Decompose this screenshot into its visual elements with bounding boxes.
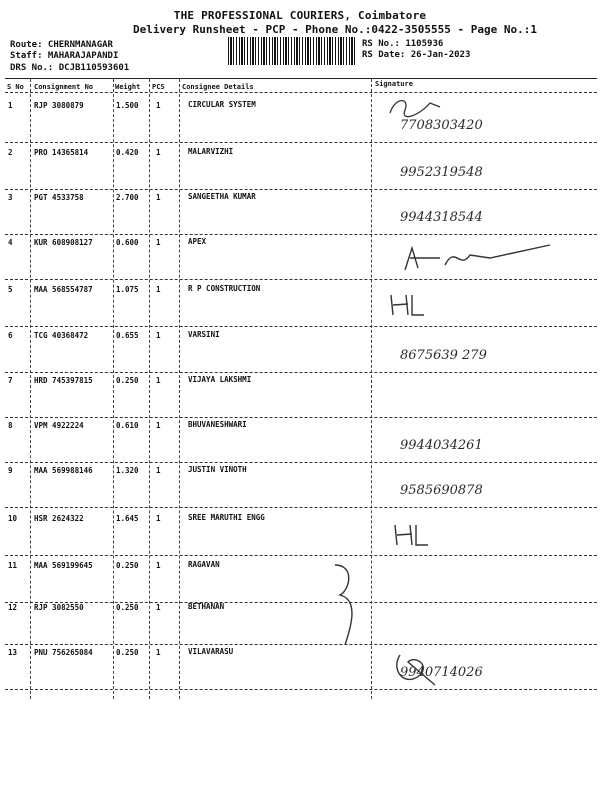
row-serial-number: 8 xyxy=(8,421,13,430)
row-divider xyxy=(5,644,597,645)
row-divider xyxy=(5,279,597,280)
signature-scribble xyxy=(392,520,432,550)
row-consignment-number: HSR 2624322 xyxy=(34,514,84,523)
row-divider xyxy=(5,326,597,327)
row-signature-phone: 7708303420 xyxy=(400,118,483,133)
row-divider xyxy=(5,142,597,143)
row-weight: 1.645 xyxy=(116,514,139,523)
row-divider xyxy=(5,507,597,508)
drs-number: DRS No.: DCJB110593601 xyxy=(10,63,130,73)
row-divider xyxy=(5,462,597,463)
row-serial-number: 2 xyxy=(8,148,13,157)
row-serial-number: 6 xyxy=(8,331,13,340)
header-bottom-rule xyxy=(5,92,597,93)
column-divider xyxy=(149,79,150,699)
row-weight: 0.250 xyxy=(116,561,139,570)
row-weight: 0.610 xyxy=(116,421,139,430)
row-pieces: 1 xyxy=(156,331,161,340)
column-header-weight: Weight xyxy=(115,83,141,91)
row-weight: 0.250 xyxy=(116,376,139,385)
row-serial-number: 1 xyxy=(8,101,13,110)
row-divider xyxy=(5,602,597,603)
row-pieces: 1 xyxy=(156,193,161,202)
row-consignee-name: BETHANAN xyxy=(188,602,225,611)
row-pieces: 1 xyxy=(156,514,161,523)
row-pieces: 1 xyxy=(156,466,161,475)
row-consignee-name: CIRCULAR SYSTEM xyxy=(188,100,256,109)
row-serial-number: 9 xyxy=(8,466,13,475)
row-consignee-name: JUSTIN VINOTH xyxy=(188,465,247,474)
row-signature-phone: 9585690878 xyxy=(400,483,483,498)
row-consignment-number: KUR 608908127 xyxy=(34,238,93,247)
row-weight: 0.420 xyxy=(116,148,139,157)
column-header-pcs: PCS xyxy=(152,83,165,91)
column-header-consignee: Consignee Details xyxy=(182,83,254,91)
row-weight: 0.600 xyxy=(116,238,139,247)
row-pieces: 1 xyxy=(156,285,161,294)
row-consignment-number: RJP 3082550 xyxy=(34,603,84,612)
row-serial-number: 10 xyxy=(8,514,18,523)
row-serial-number: 4 xyxy=(8,238,13,247)
row-consignment-number: MAA 569988146 xyxy=(34,466,93,475)
column-divider xyxy=(30,79,31,699)
row-consignment-number: TCG 40368472 xyxy=(34,331,89,340)
row-divider xyxy=(5,689,597,690)
row-consignee-name: VIJAYA LAKSHMI xyxy=(188,375,252,384)
row-divider xyxy=(5,234,597,235)
route-label: Route: CHERNMANAGAR xyxy=(10,40,113,50)
row-consignment-number: PGT 4533758 xyxy=(34,193,84,202)
row-consignee-name: SREE MARUTHI ENGG xyxy=(188,513,265,522)
row-consignment-number: VPM 4922224 xyxy=(34,421,84,430)
row-weight: 0.250 xyxy=(116,603,139,612)
row-pieces: 1 xyxy=(156,421,161,430)
row-weight: 1.320 xyxy=(116,466,139,475)
row-weight: 0.655 xyxy=(116,331,139,340)
row-divider xyxy=(5,372,597,373)
row-signature-phone: 9952319548 xyxy=(400,165,483,180)
row-signature-phone: 9944034261 xyxy=(400,438,483,453)
row-consignee-name: VILAVARASU xyxy=(188,647,234,656)
rs-number: RS No.: 1105936 xyxy=(362,39,444,49)
row-serial-number: 3 xyxy=(8,193,13,202)
row-pieces: 1 xyxy=(156,148,161,157)
row-consignment-number: PNU 756265084 xyxy=(34,648,93,657)
row-consignee-name: R P CONSTRUCTION xyxy=(188,284,261,293)
row-pieces: 1 xyxy=(156,238,161,247)
row-consignee-name: VARSINI xyxy=(188,330,220,339)
row-consignment-number: MAA 568554787 xyxy=(34,285,93,294)
signature-scribble xyxy=(385,95,445,120)
signature-scribble xyxy=(390,650,450,690)
row-weight: 0.250 xyxy=(116,648,139,657)
staff-label: Staff: MAHARAJAPANDI xyxy=(10,51,119,61)
signature-scribble xyxy=(330,560,370,650)
row-consignee-name: BHUVANESHWARI xyxy=(188,420,247,429)
signature-scribble xyxy=(388,290,428,320)
row-pieces: 1 xyxy=(156,603,161,612)
row-signature-phone: 9944318544 xyxy=(400,210,483,225)
row-serial-number: 5 xyxy=(8,285,13,294)
row-consignee-name: APEX xyxy=(188,237,207,246)
row-consignment-number: RJP 3080879 xyxy=(34,101,84,110)
column-divider xyxy=(179,79,180,699)
row-serial-number: 7 xyxy=(8,376,13,385)
row-divider xyxy=(5,555,597,556)
row-pieces: 1 xyxy=(156,561,161,570)
header-top-rule xyxy=(5,78,597,79)
row-serial-number: 11 xyxy=(8,561,18,570)
column-divider xyxy=(113,79,114,699)
row-divider xyxy=(5,189,597,190)
column-divider xyxy=(371,79,372,699)
column-header-signature: Signature xyxy=(375,80,413,88)
row-consignment-number: PRO 14365814 xyxy=(34,148,89,157)
row-consignee-name: RAGAVAN xyxy=(188,560,220,569)
rs-date: RS Date: 26-Jan-2023 xyxy=(362,50,471,60)
row-signature-phone: 9940714026 xyxy=(400,665,483,680)
signature-scribble xyxy=(400,240,560,275)
column-header-consignment: Consignment No xyxy=(34,83,94,91)
row-serial-number: 12 xyxy=(8,603,18,612)
row-signature-phone: 8675639 279 xyxy=(400,348,487,363)
row-serial-number: 13 xyxy=(8,648,18,657)
row-weight: 1.075 xyxy=(116,285,139,294)
row-pieces: 1 xyxy=(156,376,161,385)
row-consignee-name: SANGEETHA KUMAR xyxy=(188,192,256,201)
row-pieces: 1 xyxy=(156,101,161,110)
row-pieces: 1 xyxy=(156,648,161,657)
row-consignment-number: HRD 745397815 xyxy=(34,376,93,385)
row-divider xyxy=(5,417,597,418)
row-consignment-number: MAA 569199645 xyxy=(34,561,93,570)
barcode-image xyxy=(228,37,355,65)
column-header-sno: S No xyxy=(7,83,24,91)
document-subtitle: Delivery Runsheet - PCP - Phone No.:0422-3505555 - Page No.:1 xyxy=(133,23,537,36)
row-weight: 2.700 xyxy=(116,193,139,202)
row-consignee-name: MALARVIZHI xyxy=(188,147,234,156)
document-title: THE PROFESSIONAL COURIERS, Coimbatore xyxy=(173,9,427,22)
row-weight: 1.500 xyxy=(116,101,139,110)
